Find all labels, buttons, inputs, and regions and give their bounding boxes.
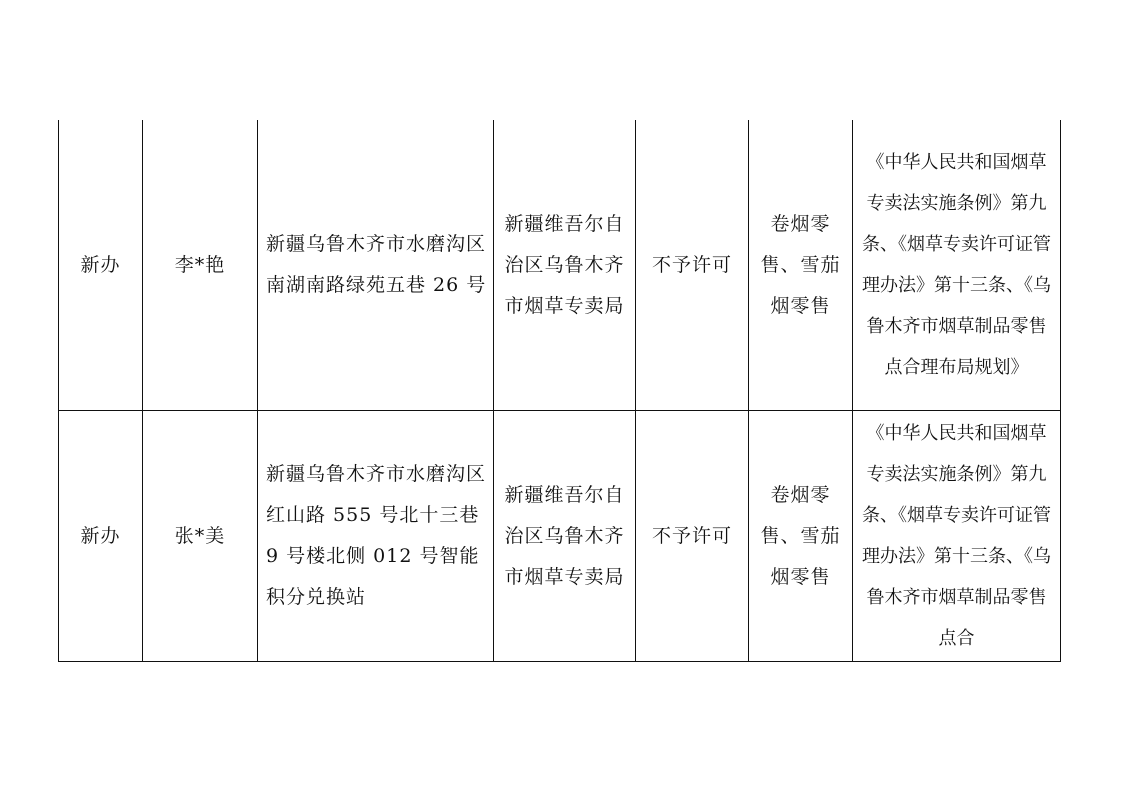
decision-cell: 不予许可 [636, 411, 749, 662]
business-address-cell: 新疆乌鲁木齐市水磨沟区南湖南路绿苑五巷 26 号 [258, 120, 494, 411]
legal-basis-text: 《中华人民共和国烟草专卖法实施条例》第九条、《烟草专卖许可证管理办法》第十三条、《乌鲁木齐市烟草制品零售点合 [862, 423, 1051, 649]
issuing-authority-cell: 新疆维吾尔自治区乌鲁木齐市烟草专卖局 [494, 120, 636, 411]
business-scope-cell: 卷烟零售、雪茄烟零售 [749, 120, 853, 411]
business-scope-cell: 卷烟零售、雪茄烟零售 [749, 411, 853, 662]
legal-basis-wrapper [859, 413, 1054, 659]
decision-cell: 不予许可 [636, 120, 749, 411]
legal-basis-text: 《中华人民共和国烟草专卖法实施条例》第九条、《烟草专卖许可证管理办法》第十三条、《乌鲁木齐市烟草制品零售点合理布局规划》 [862, 152, 1051, 378]
table-row [59, 411, 1061, 662]
issuing-authority-cell: 新疆维吾尔自治区乌鲁木齐市烟草专卖局 [494, 411, 636, 662]
legal-basis-cell [853, 411, 1061, 662]
applicant-name-cell: 张*美 [143, 411, 258, 662]
business-address-cell: 新疆乌鲁木齐市水磨沟区红山路 555 号北十三巷 9 号楼北侧 012 号智能积分兑换站 [258, 411, 494, 662]
application-type-cell: 新办 [59, 411, 143, 662]
license-decision-table [58, 120, 1061, 662]
application-type-cell: 新办 [59, 120, 143, 411]
table-row [59, 120, 1061, 411]
applicant-name-cell: 李*艳 [143, 120, 258, 411]
legal-basis-cell [853, 120, 1061, 411]
